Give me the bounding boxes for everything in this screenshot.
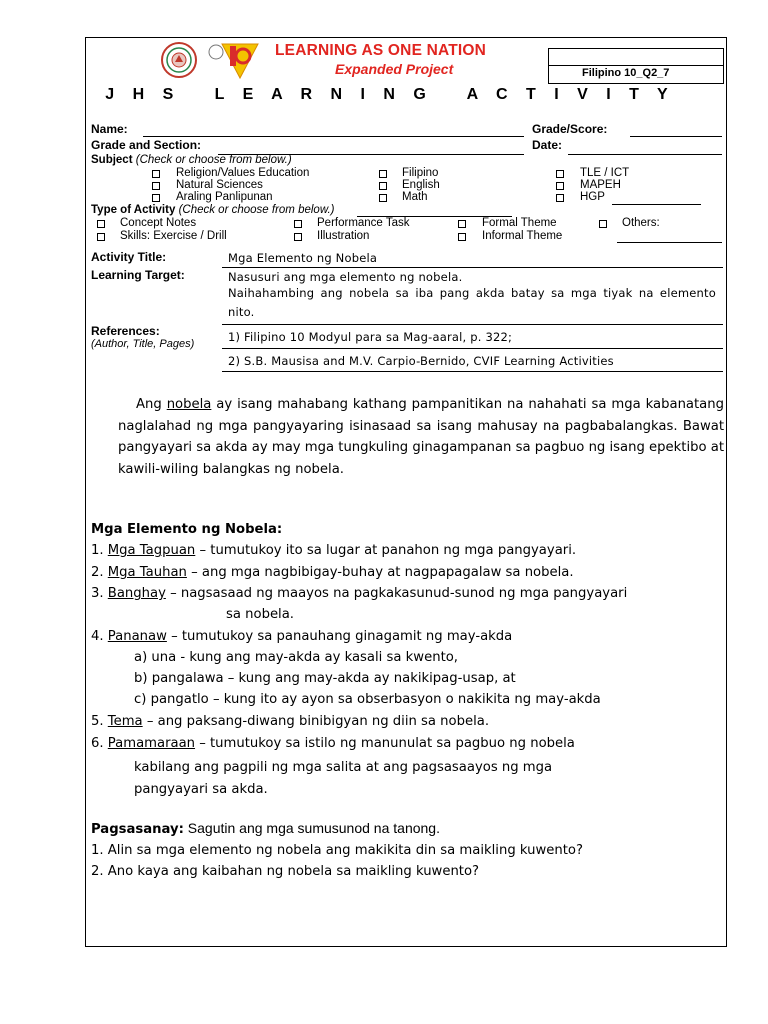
checkbox-science[interactable] [152,182,160,190]
element-term: Pananaw [107,629,167,644]
checkbox-performance-task[interactable] [294,220,302,228]
learning-target-line [222,324,723,325]
type-label: Type of Activity [91,204,176,216]
reference-1-line [222,348,723,349]
checkbox-formal-theme[interactable] [458,220,466,228]
date-label: Date: [532,138,563,152]
grade-score-label: Grade/Score: [532,122,608,136]
learning-target-line2: Naihahambing ang nobela sa iba pang akda batay sa mga tiyak na elemento nito. [228,286,716,319]
question-item: 1. Alin sa mga elemento ng nobela ang makikita din sa maikling kuwento? [91,843,583,858]
exercise-instruction-line [91,820,440,837]
grade-section-label: Grade and Section: [91,138,202,152]
deped-logo-icon [206,40,264,82]
element-term: Pamamaraan [107,736,196,751]
checkbox-hgp[interactable] [556,194,564,202]
element-desc: – ang mga nagbibigay-buhay at nagpapagalaw sa nobela. [186,565,574,580]
references-label: References: [91,324,160,338]
pananaw-sub-item: a) una - kung ang may-akda ay kasali sa kwento, [134,650,458,665]
reference-2: 2) S.B. Mausisa and M.V. Carpio-Bernido, CVIF Learning Activities [228,354,614,368]
element-term: Tema [107,714,143,729]
checkbox-skills[interactable] [97,233,105,241]
checkbox-mapeh[interactable] [556,182,564,190]
type-formal-theme: Formal Theme [482,217,557,229]
element-number: 6. [91,736,108,751]
hgp-field[interactable] [612,204,701,205]
checkbox-illustration[interactable] [294,233,302,241]
elements-heading: Mga Elemento ng Nobela: [91,522,283,537]
pananaw-sub-item: b) pangalawa – kung ang may-akda ay nakikipag-usap, at [134,671,516,686]
intro-rest: ay isang mahabang kathang pampanitikan na nahahati sa mga kabanatang naglalahad ng mga pangyayaring isinasaad sa isang mahusay na pagbabalangkas. Bawat pangyayari sa akda ay may mga tungkuling ginagampanan sa pagbuo ng isang epektibo at kawili-wiling balangkas ng nobela. [118,397,724,477]
references-hint: (Author, Title, Pages) [91,338,195,350]
school-seal-icon [157,41,201,79]
reference-1: 1) Filipino 10 Modyul para sa Mag-aaral, p. 322; [228,330,513,344]
type-illustration: Illustration [317,230,370,242]
exercise-label: Pagsasanay: [91,822,184,837]
subject-english: English [402,179,440,191]
grade-score-field[interactable] [630,136,722,137]
element-item [91,543,576,558]
subject-hint: (Check or choose from below.) [135,154,292,166]
element-number: 4. [91,629,108,644]
name-label: Name: [91,122,128,136]
exercise-instruction: Sagutin ang mga sumusunod na tanong. [183,820,440,836]
question-item: 2. Ano kaya ang kaibahan ng nobela sa maikling kuwento? [91,864,480,879]
activity-title-label: Activity Title: [91,250,167,264]
element-term: Mga Tauhan [107,565,187,580]
intro-term: nobela [166,397,212,412]
element-number: 2. [91,565,108,580]
pananaw-sub-item: c) pangatlo – kung ito ay ayon sa obserbasyon o nakikita ng may-akda [134,692,601,707]
activity-title-value: Mga Elemento ng Nobela [228,251,378,265]
element-desc: – ang paksang-diwang binibigyan ng diin sa nobela. [142,714,490,729]
element-desc: – nagsasaad ng maayos na pagkakasunud-sunod ng mga pangyayari [165,586,628,601]
form-code: Filipino 10_Q2_7 [582,67,670,79]
checkbox-english[interactable] [379,182,387,190]
project-subtitle: Expanded Project [335,61,454,77]
activity-title-line [222,267,723,268]
checkbox-tle[interactable] [556,170,564,178]
element-desc: – tumutukoy sa panauhang ginagamit ng may-akda [166,629,513,644]
checkbox-informal-theme[interactable] [458,233,466,241]
element-desc: – tumutukoy ito sa lugar at panahon ng mga pangyayari. [195,543,577,558]
type-others: Others: [622,217,660,229]
element-term: Banghay [107,586,166,601]
activity-type-title: J H S L E A R N I N G A C T I V I T Y [105,86,675,103]
project-name: LEARNING AS ONE NATION [275,42,487,59]
element-item [91,586,627,601]
element-item [91,714,489,729]
checkbox-math[interactable] [379,194,387,202]
intro-lead: Ang [136,397,167,412]
subject-mapeh: MAPEH [580,179,621,191]
type-concept-notes: Concept Notes [120,217,197,229]
subject-science: Natural Sciences [176,179,263,191]
checkbox-ap[interactable] [152,194,160,202]
element-number: 1. [91,543,108,558]
type-performance-task: Performance Task [317,217,410,229]
subject-religion: Religion/Values Education [176,167,310,179]
date-field[interactable] [568,154,722,155]
type-hint: (Check or choose from below.) [178,204,335,216]
name-field[interactable] [143,136,524,137]
checkbox-filipino[interactable] [379,170,387,178]
type-skills: Skills: Exercise / Drill [120,230,227,242]
element-desc-continuation: sa nobela. [226,607,294,622]
subject-filipino: Filipino [402,167,439,179]
subject-ap: Araling Panlipunan [176,191,273,203]
element-desc-continuation: kabilang ang pagpili ng mga salita at ang pagsasaayos ng mga pangyayari sa akda. [134,760,553,797]
element-item [91,736,575,751]
subject-math: Math [402,191,428,203]
intro-paragraph [118,394,724,480]
checkbox-religion[interactable] [152,170,160,178]
element-term: Mga Tagpuan [107,543,196,558]
subject-tle: TLE / ICT [580,167,630,179]
element-desc: – tumutukoy sa istilo ng manunulat sa pagbuo ng nobela [195,736,575,751]
element-number: 5. [91,714,108,729]
reference-2-line [222,371,723,372]
subject-hgp: HGP [580,191,605,203]
type-informal-theme: Informal Theme [482,230,563,242]
subject-label: Subject [91,154,133,166]
others-field[interactable] [617,242,722,243]
learning-target-line1: Nasusuri ang mga elemento ng nobela. [228,270,463,284]
element-item [91,629,512,644]
element-number: 3. [91,586,108,601]
learning-target-label: Learning Target: [91,268,185,282]
checkbox-concept-notes[interactable] [97,220,105,228]
checkbox-others[interactable] [599,220,607,228]
element-item [91,565,574,580]
